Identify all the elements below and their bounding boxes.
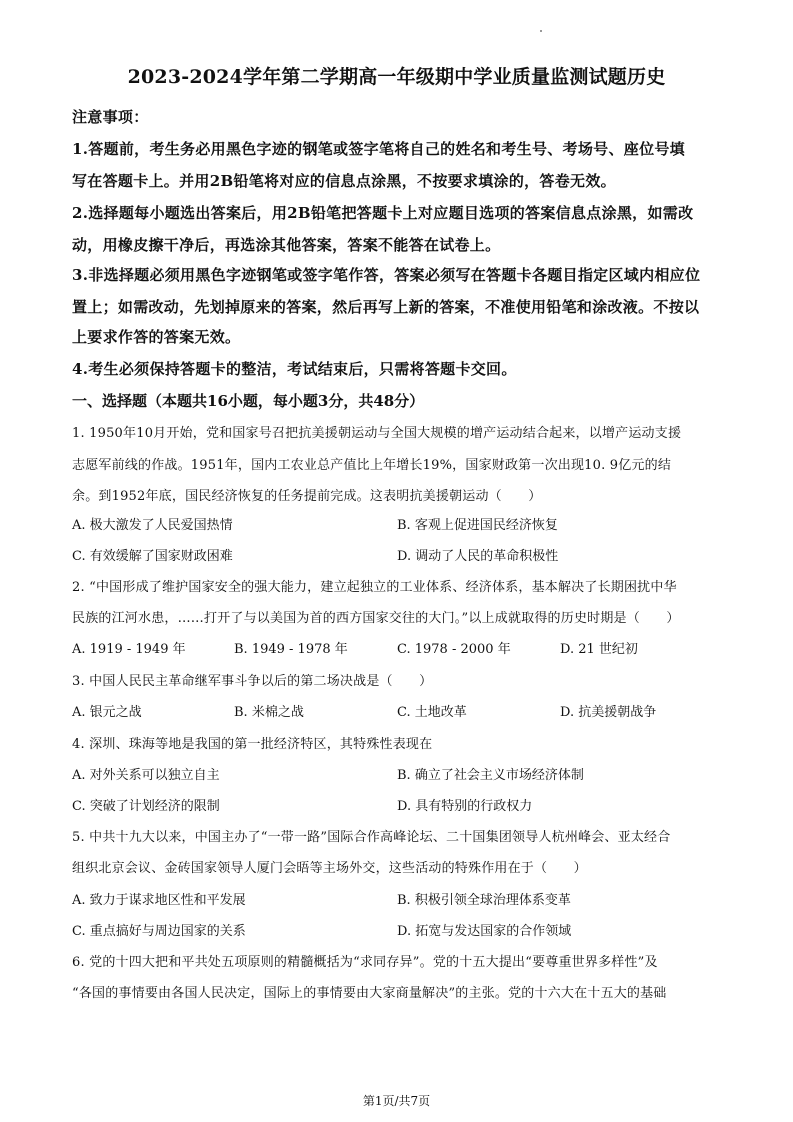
question-1-option-c: C. 有效缓解了国家财政困难 [72,549,233,564]
question-6-stem: 6. 党的十四大把和平共处五项原则的精髓概括为“求同存异”。党的十五大提出“要尊重世界多样性”及 [72,955,658,970]
question-3-option-d: D. 抗美援朝战争 [560,705,657,720]
question-4-option-c: C. 突破了计划经济的限制 [72,799,220,814]
question-2-option-b: B. 1949 - 1978 年 [234,642,348,657]
question-5-option-d: D. 拓宽与发达国家的合作领域 [397,924,572,939]
exam-title: 2023-2024学年第二学期高一年级期中学业质量监测试题历史 [127,66,666,88]
question-5-option-b: B. 积极引领全球治理体系变革 [397,893,571,908]
question-3-option-c: C. 土地改革 [397,705,467,720]
question-6-stem: “各国的事情要由各国人民决定，国际上的事情要由大家商量解决”的主张。党的十六大在十五大的基础 [72,986,667,1001]
notice-line: 4.考生必须保持答题卡的整洁，考试结束后，只需将答题卡交回。 [72,360,517,378]
question-1-stem: 1. 1950年10月开始，党和国家号召把抗美援朝运动与全国大规模的增产运动结合起来，以增产运动支援 [72,426,682,441]
question-2-stem: 2. “中国形成了维护国家安全的强大能力，建立起独立的工业体系、经济体系，基本解决了长期困扰中华 [72,580,677,595]
page-number: 第1页/共7页 [362,1094,431,1108]
notice-line: 1.答题前，考生务必用黑色字迹的钢笔或签字笔将自己的姓名和考生号、考场号、座位号填 [72,140,685,158]
question-2-option-a: A. 1919 - 1949 年 [72,642,186,657]
question-4-option-b: B. 确立了社会主义市场经济体制 [397,768,584,783]
question-2-option-d: D. 21 世纪初 [560,642,638,657]
notice-line: 置上；如需改动，先划掉原来的答案，然后再写上新的答案，不准使用铅笔和涂改液。不按以 [72,298,700,316]
question-1-stem: 志愿军前线的作战。1951年，国内工农业总产值比上年增长19%，国家财政第一次出现10. 9亿元的结 [72,458,672,473]
notice-line: 3.非选择题必须用黑色字迹钢笔或签字笔作答，答案必须写在答题卡各题目指定区域内相应位 [72,266,701,284]
question-1-option-b: B. 客观上促进国民经济恢复 [397,518,558,533]
question-5-stem: 组织北京会议、金砖国家领导人厦门会晤等主场外交，这些活动的特殊作用在于（ ） [72,861,587,876]
question-3-option-a: A. 银元之战 [72,705,142,720]
question-1-stem: 余。到1952年底，国民经济恢复的任务提前完成。这表明抗美援朝运动（ ） [72,489,542,504]
question-3-option-b: B. 米棉之战 [234,705,304,720]
question-5-stem: 5. 中共十九大以来，中国主办了“一带一路”国际合作高峰论坛、二十国集团领导人杭州峰会、亚太经合 [72,830,671,845]
question-5-option-c: C. 重点搞好与周边国家的关系 [72,924,246,939]
question-1-option-d: D. 调动了人民的革命积极性 [397,549,559,564]
question-1-option-a: A. 极大激发了人民爱国热情 [72,518,233,533]
notice-line: 2.选择题每小题选出答案后，用2B铅笔把答题卡上对应题目选项的答案信息点涂黑，如需改 [72,204,694,222]
notice-line: 上要求作答的答案无效。 [72,328,241,346]
question-2-option-c: C. 1978 - 2000 年 [397,642,511,657]
question-3-stem: 3. 中国人民民主革命继军事斗争以后的第二场决战是（ ） [72,674,433,689]
section-heading: 一、选择题（本题共16小题，每小题3分，共48分） [72,392,425,410]
notice-line: 写在答题卡上。并用2B铅笔将对应的信息点涂黑，不按要求填涂的，答卷无效。 [72,172,616,190]
question-5-option-a: A. 致力于谋求地区性和平发展 [72,893,246,908]
question-4-option-a: A. 对外关系可以独立自主 [72,768,220,783]
notice-line: 动，用橡皮擦干净后，再选涂其他答案，答案不能答在试卷上。 [72,236,501,254]
question-4-stem: 4. 深圳、珠海等地是我国的第一批经济特区，其特殊性表现在 [72,737,433,752]
notice-heading: 注意事项： [72,108,149,126]
scan-speck [540,30,542,32]
question-4-option-d: D. 具有特别的行政权力 [397,799,533,814]
question-2-stem: 民族的江河水患，……打开了与以美国为首的西方国家交往的大门。”以上成就取得的历史时期是（ ） [72,611,680,626]
